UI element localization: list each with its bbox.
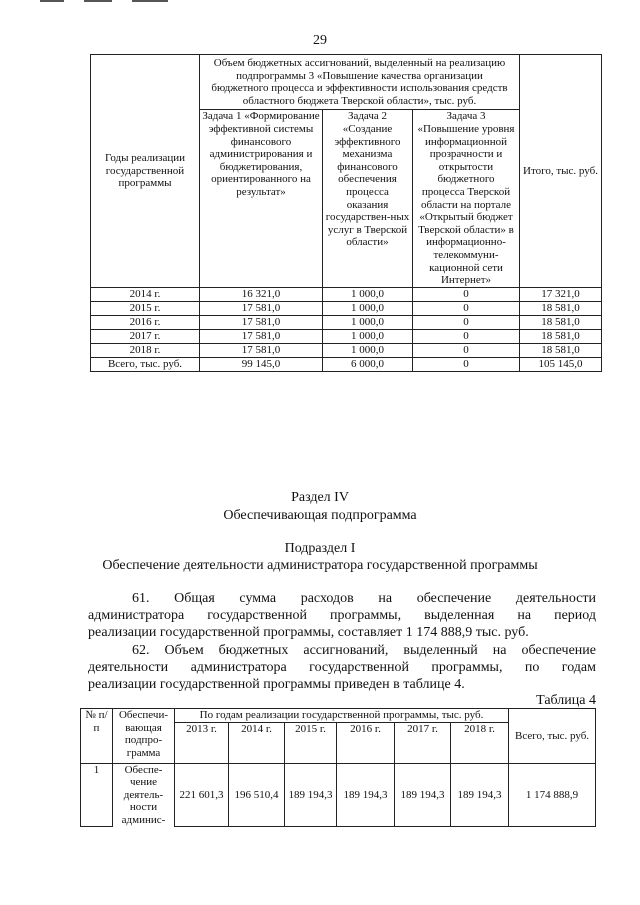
top-edge-marks xyxy=(40,0,190,2)
page-number: 29 xyxy=(313,33,327,48)
header-year: 2017 г. xyxy=(395,722,451,763)
cell-task-1: 16 321,0 xyxy=(200,287,323,301)
header-total: Всего, тыс. руб. xyxy=(509,709,596,764)
header-year: 2014 г. xyxy=(229,722,285,763)
cell-value-2013: 221 601,3 xyxy=(175,763,229,826)
cell-task-2: 1 000,0 xyxy=(323,343,413,357)
subsection-subtitle: Обеспечение деятельности администратора государственной программы xyxy=(102,558,538,573)
cell-year: 2018 г. xyxy=(91,343,200,357)
cell-task-3: 0 xyxy=(413,287,520,301)
header-years-group: По годам реализации государственной программы, тыс. руб. xyxy=(175,709,509,723)
header-task-2: Задача 2 «Создание эффективного механизма финансового обеспечения процесса оказания государствен-ных услуг в Тверской области» xyxy=(323,110,413,287)
cell-task-3: 0 xyxy=(413,315,520,329)
paragraph-61 xyxy=(88,590,596,641)
header-num: № п/п xyxy=(81,709,113,764)
cell-task-3: 0 xyxy=(413,329,520,343)
cell-task-1: 17 581,0 xyxy=(200,315,323,329)
header-year: 2018 г. xyxy=(451,722,509,763)
cell-task-2: 1 000,0 xyxy=(323,287,413,301)
cell-year: 2014 г. xyxy=(91,287,200,301)
header-task-1: Задача 1 «Формирование эффективной системы финансового администрирования и бюджетирования, ориентированного на результат» xyxy=(200,110,323,287)
cell-total: 18 581,0 xyxy=(520,343,602,357)
cell-task-1: 17 581,0 xyxy=(200,343,323,357)
section-title: Раздел IV xyxy=(291,490,349,505)
cell-value-2017: 189 194,3 xyxy=(395,763,451,826)
cell-task-2: 1 000,0 xyxy=(323,301,413,315)
cell-value-2016: 189 194,3 xyxy=(337,763,395,826)
budget-table-4 xyxy=(80,708,596,827)
header-year: 2015 г. xyxy=(285,722,337,763)
cell-subprogram-name: Обеспе-чение деятель-ности админис- xyxy=(113,763,175,826)
cell-total: 18 581,0 xyxy=(520,315,602,329)
cell-year: 2015 г. xyxy=(91,301,200,315)
cell-task-2: 1 000,0 xyxy=(323,315,413,329)
cell-total: 18 581,0 xyxy=(520,301,602,315)
table-row xyxy=(91,343,602,357)
table-row-total xyxy=(91,357,602,371)
section-subtitle: Обеспечивающая подпрограмма xyxy=(223,508,417,523)
budget-table-subprogram-3 xyxy=(90,54,602,372)
subsection-title: Подраздел I xyxy=(284,541,356,556)
cell-value-2015: 189 194,3 xyxy=(285,763,337,826)
cell-total: 105 145,0 xyxy=(520,357,602,371)
cell-total: 18 581,0 xyxy=(520,329,602,343)
cell-task-1: 99 145,0 xyxy=(200,357,323,371)
paragraph-line: 62. Объем бюджетных ассигнований, выделенный на обеспечение xyxy=(132,643,596,658)
paragraph-line: реализации государственной программы, составляет 1 174 888,9 тыс. руб. xyxy=(88,625,529,640)
header-year: 2013 г. xyxy=(175,722,229,763)
paragraph-line: реализации государственной программы приведен в таблице 4. xyxy=(88,677,465,692)
cell-task-2: 6 000,0 xyxy=(323,357,413,371)
cell-task-3: 0 xyxy=(413,301,520,315)
paragraph-line: деятельности администратора государственной программы, по годам xyxy=(88,660,596,675)
table-row xyxy=(91,315,602,329)
cell-value-2014: 196 510,4 xyxy=(229,763,285,826)
table-row xyxy=(91,329,602,343)
header-support-subprogram: Обеспечи-вающая подпро-грамма xyxy=(113,709,175,764)
cell-year: 2016 г. xyxy=(91,315,200,329)
header-years: Годы реализации государственной программы xyxy=(91,55,200,288)
table-4-caption: Таблица 4 xyxy=(536,693,596,708)
cell-value-2018: 189 194,3 xyxy=(451,763,509,826)
paragraph-line: администратора государственной программы, выделенная на период xyxy=(88,608,596,623)
cell-year: Всего, тыс. руб. xyxy=(91,357,200,371)
cell-task-1: 17 581,0 xyxy=(200,329,323,343)
table-row xyxy=(91,287,602,301)
header-budget-group: Объем бюджетных ассигнований, выделенный на реализацию подпрограммы 3 «Повышение качества организации бюджетного процесса и эффективности использования средств областного бюджета Тверской области», тыс. руб. xyxy=(200,55,520,110)
table-row xyxy=(81,763,596,826)
cell-total: 17 321,0 xyxy=(520,287,602,301)
table-row xyxy=(91,301,602,315)
cell-year: 2017 г. xyxy=(91,329,200,343)
paragraph-line: 61. Общая сумма расходов на обеспечение деятельности xyxy=(132,591,596,606)
cell-task-3: 0 xyxy=(413,343,520,357)
cell-task-3: 0 xyxy=(413,357,520,371)
header-task-3: Задача 3 «Повышение уровня информационной прозрачности и открытости бюджетного процесса Тверской области на портале «Открытый бюджет Тверской области» в информационно-телекоммуни-кационной сети Интернет» xyxy=(413,110,520,287)
paragraph-62 xyxy=(88,642,596,693)
cell-value-total: 1 174 888,9 xyxy=(509,763,596,826)
cell-task-1: 17 581,0 xyxy=(200,301,323,315)
cell-num: 1 xyxy=(81,763,113,826)
header-year: 2016 г. xyxy=(337,722,395,763)
cell-task-2: 1 000,0 xyxy=(323,329,413,343)
header-total: Итого, тыс. руб. xyxy=(520,55,602,288)
